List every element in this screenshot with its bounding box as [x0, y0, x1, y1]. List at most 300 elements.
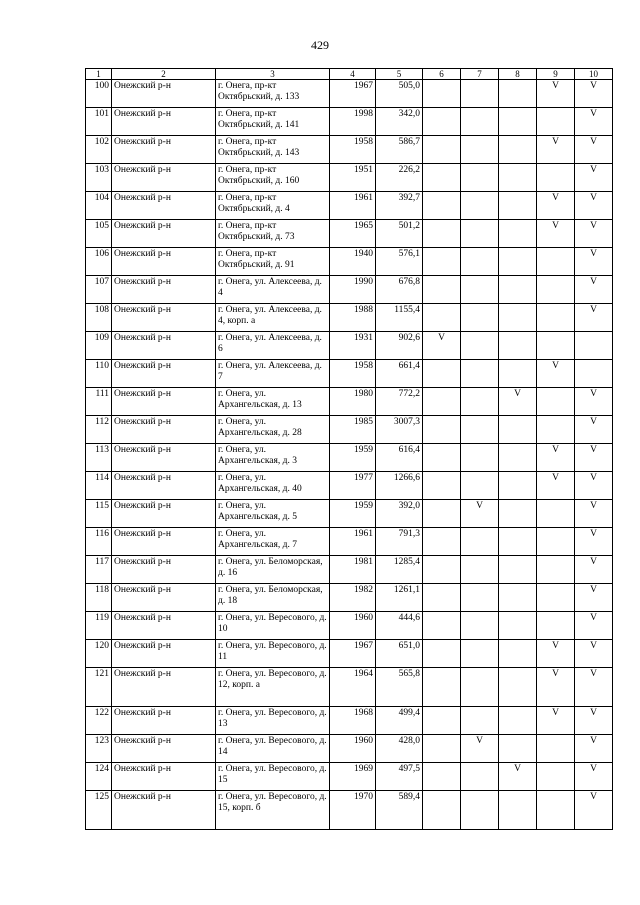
table-row	[86, 136, 613, 164]
table-row	[86, 735, 613, 763]
mark-col-10: V	[575, 584, 613, 612]
row-number: 124	[86, 763, 112, 791]
row-number: 117	[86, 556, 112, 584]
construction-year: 1980	[330, 388, 376, 416]
building-area: 1266,6	[376, 472, 423, 500]
mark-col-8	[499, 276, 537, 304]
mark-col-9: V	[537, 640, 575, 668]
district-name: Онежский р-н	[112, 304, 216, 332]
column-header: 4	[330, 69, 376, 80]
mark-col-6	[423, 388, 461, 416]
mark-col-7	[461, 108, 499, 136]
row-number: 111	[86, 388, 112, 416]
mark-col-6	[423, 763, 461, 791]
mark-col-9	[537, 584, 575, 612]
table-row	[86, 276, 613, 304]
table-row	[86, 791, 613, 830]
mark-col-6	[423, 444, 461, 472]
building-area: 586,7	[376, 136, 423, 164]
table-body	[86, 80, 613, 830]
row-number: 101	[86, 108, 112, 136]
construction-year: 1959	[330, 444, 376, 472]
building-address: г. Онега, пр-кт Октябрьский, д. 133	[216, 80, 330, 108]
column-header: 7	[461, 69, 499, 80]
table-row	[86, 416, 613, 444]
mark-col-7	[461, 528, 499, 556]
mark-col-8: V	[499, 388, 537, 416]
table-row	[86, 528, 613, 556]
construction-year: 1985	[330, 416, 376, 444]
mark-col-9	[537, 416, 575, 444]
district-name: Онежский р-н	[112, 556, 216, 584]
building-address: г. Онега, ул. Вересового, д. 15	[216, 763, 330, 791]
mark-col-8	[499, 528, 537, 556]
district-name: Онежский р-н	[112, 108, 216, 136]
table-row	[86, 640, 613, 668]
construction-year: 1988	[330, 304, 376, 332]
mark-col-8	[499, 192, 537, 220]
housing-registry-table	[85, 68, 613, 830]
building-address: г. Онега, ул. Алексеева, д. 4	[216, 276, 330, 304]
construction-year: 1958	[330, 360, 376, 388]
construction-year: 1940	[330, 248, 376, 276]
building-area: 576,1	[376, 248, 423, 276]
mark-col-8	[499, 220, 537, 248]
mark-col-9: V	[537, 360, 575, 388]
construction-year: 1967	[330, 640, 376, 668]
row-number: 109	[86, 332, 112, 360]
building-area: 226,2	[376, 164, 423, 192]
mark-col-9: V	[537, 220, 575, 248]
mark-col-6	[423, 735, 461, 763]
mark-col-9	[537, 791, 575, 830]
mark-col-6	[423, 668, 461, 707]
building-area: 497,5	[376, 763, 423, 791]
district-name: Онежский р-н	[112, 791, 216, 830]
building-area: 661,4	[376, 360, 423, 388]
mark-col-8	[499, 416, 537, 444]
row-number: 119	[86, 612, 112, 640]
construction-year: 1961	[330, 528, 376, 556]
table-row	[86, 444, 613, 472]
mark-col-9	[537, 528, 575, 556]
mark-col-8	[499, 735, 537, 763]
mark-col-10: V	[575, 388, 613, 416]
table-row	[86, 472, 613, 500]
mark-col-7	[461, 360, 499, 388]
district-name: Онежский р-н	[112, 584, 216, 612]
building-address: г. Онега, ул. Алексеева, д. 7	[216, 360, 330, 388]
table-row	[86, 763, 613, 791]
mark-col-9	[537, 388, 575, 416]
district-name: Онежский р-н	[112, 640, 216, 668]
column-header: 2	[112, 69, 216, 80]
row-number: 112	[86, 416, 112, 444]
table-row	[86, 707, 613, 735]
mark-col-8	[499, 640, 537, 668]
construction-year: 1958	[330, 136, 376, 164]
row-number: 104	[86, 192, 112, 220]
mark-col-6	[423, 304, 461, 332]
mark-col-10: V	[575, 248, 613, 276]
building-area: 342,0	[376, 108, 423, 136]
building-area: 1261,1	[376, 584, 423, 612]
row-number: 116	[86, 528, 112, 556]
mark-col-8	[499, 108, 537, 136]
column-header: 5	[376, 69, 423, 80]
page-number: 429	[311, 38, 329, 52]
district-name: Онежский р-н	[112, 707, 216, 735]
row-number: 122	[86, 707, 112, 735]
mark-col-9	[537, 248, 575, 276]
table-row	[86, 248, 613, 276]
mark-col-7	[461, 791, 499, 830]
column-number-header-row	[86, 69, 613, 80]
row-number: 105	[86, 220, 112, 248]
mark-col-9: V	[537, 136, 575, 164]
construction-year: 1931	[330, 332, 376, 360]
building-area: 1285,4	[376, 556, 423, 584]
mark-col-9	[537, 556, 575, 584]
column-header: 9	[537, 69, 575, 80]
building-area: 676,8	[376, 276, 423, 304]
building-area: 589,4	[376, 791, 423, 830]
building-address: г. Онега, ул. Вересового, д. 14	[216, 735, 330, 763]
construction-year: 1998	[330, 108, 376, 136]
construction-year: 1960	[330, 612, 376, 640]
mark-col-7	[461, 164, 499, 192]
mark-col-10: V	[575, 192, 613, 220]
table-row	[86, 388, 613, 416]
column-header: 1	[86, 69, 112, 80]
mark-col-9	[537, 735, 575, 763]
building-area: 392,0	[376, 500, 423, 528]
mark-col-7	[461, 416, 499, 444]
district-name: Онежский р-н	[112, 763, 216, 791]
row-number: 106	[86, 248, 112, 276]
mark-col-10: V	[575, 416, 613, 444]
construction-year: 1981	[330, 556, 376, 584]
mark-col-8	[499, 707, 537, 735]
district-name: Онежский р-н	[112, 248, 216, 276]
row-number: 118	[86, 584, 112, 612]
table-row	[86, 584, 613, 612]
row-number: 120	[86, 640, 112, 668]
construction-year: 1990	[330, 276, 376, 304]
district-name: Онежский р-н	[112, 500, 216, 528]
building-address: г. Онега, ул. Архангельская, д. 13	[216, 388, 330, 416]
building-area: 444,6	[376, 612, 423, 640]
mark-col-6	[423, 584, 461, 612]
table-row	[86, 612, 613, 640]
mark-col-10: V	[575, 472, 613, 500]
mark-col-7	[461, 612, 499, 640]
mark-col-6	[423, 360, 461, 388]
table-row	[86, 556, 613, 584]
table-row	[86, 668, 613, 707]
mark-col-10: V	[575, 763, 613, 791]
row-number: 123	[86, 735, 112, 763]
mark-col-7	[461, 668, 499, 707]
mark-col-6	[423, 220, 461, 248]
mark-col-10: V	[575, 304, 613, 332]
table-row	[86, 220, 613, 248]
mark-col-10: V	[575, 791, 613, 830]
construction-year: 1968	[330, 707, 376, 735]
building-address: г. Онега, ул. Беломорская, д. 18	[216, 584, 330, 612]
mark-col-6	[423, 108, 461, 136]
row-number: 115	[86, 500, 112, 528]
mark-col-10: V	[575, 707, 613, 735]
building-area: 501,2	[376, 220, 423, 248]
mark-col-10: V	[575, 108, 613, 136]
mark-col-8	[499, 360, 537, 388]
mark-col-6	[423, 136, 461, 164]
mark-col-8	[499, 500, 537, 528]
mark-col-8	[499, 80, 537, 108]
mark-col-10: V	[575, 500, 613, 528]
mark-col-7	[461, 80, 499, 108]
mark-col-6	[423, 612, 461, 640]
building-address: г. Онега, ул. Вересового, д. 15, корп. б	[216, 791, 330, 830]
row-number: 102	[86, 136, 112, 164]
building-address: г. Онега, ул. Вересового, д. 13	[216, 707, 330, 735]
row-number: 100	[86, 80, 112, 108]
mark-col-9	[537, 304, 575, 332]
column-header: 3	[216, 69, 330, 80]
mark-col-8	[499, 164, 537, 192]
row-number: 114	[86, 472, 112, 500]
row-number: 113	[86, 444, 112, 472]
district-name: Онежский р-н	[112, 220, 216, 248]
mark-col-8	[499, 584, 537, 612]
row-number: 103	[86, 164, 112, 192]
mark-col-9: V	[537, 707, 575, 735]
column-header: 6	[423, 69, 461, 80]
mark-col-7	[461, 136, 499, 164]
mark-col-6	[423, 164, 461, 192]
district-name: Онежский р-н	[112, 332, 216, 360]
building-address: г. Онега, пр-кт Октябрьский, д. 91	[216, 248, 330, 276]
mark-col-8	[499, 248, 537, 276]
mark-col-6	[423, 528, 461, 556]
building-address: г. Онега, ул. Вересового, д. 10	[216, 612, 330, 640]
district-name: Онежский р-н	[112, 80, 216, 108]
mark-col-6	[423, 472, 461, 500]
mark-col-9	[537, 500, 575, 528]
building-area: 3007,3	[376, 416, 423, 444]
mark-col-10: V	[575, 276, 613, 304]
column-header: 10	[575, 69, 613, 80]
mark-col-8	[499, 472, 537, 500]
district-name: Онежский р-н	[112, 416, 216, 444]
district-name: Онежский р-н	[112, 612, 216, 640]
mark-col-10: V	[575, 220, 613, 248]
mark-col-10: V	[575, 136, 613, 164]
mark-col-9: V	[537, 472, 575, 500]
building-address: г. Онега, пр-кт Октябрьский, д. 160	[216, 164, 330, 192]
construction-year: 1965	[330, 220, 376, 248]
building-area: 499,4	[376, 707, 423, 735]
building-area: 428,0	[376, 735, 423, 763]
district-name: Онежский р-н	[112, 360, 216, 388]
construction-year: 1964	[330, 668, 376, 707]
mark-col-7	[461, 276, 499, 304]
mark-col-9	[537, 332, 575, 360]
district-name: Онежский р-н	[112, 472, 216, 500]
row-number: 125	[86, 791, 112, 830]
district-name: Онежский р-н	[112, 192, 216, 220]
table-row	[86, 332, 613, 360]
mark-col-9	[537, 164, 575, 192]
building-address: г. Онега, ул. Беломорская, д. 16	[216, 556, 330, 584]
mark-col-7	[461, 332, 499, 360]
mark-col-8	[499, 612, 537, 640]
district-name: Онежский р-н	[112, 136, 216, 164]
mark-col-7	[461, 220, 499, 248]
mark-col-7	[461, 472, 499, 500]
construction-year: 1969	[330, 763, 376, 791]
mark-col-7	[461, 556, 499, 584]
district-name: Онежский р-н	[112, 276, 216, 304]
mark-col-6	[423, 416, 461, 444]
row-number: 108	[86, 304, 112, 332]
mark-col-9: V	[537, 192, 575, 220]
construction-year: 1967	[330, 80, 376, 108]
building-address: г. Онега, ул. Архангельская, д. 40	[216, 472, 330, 500]
row-number: 121	[86, 668, 112, 707]
table-row	[86, 80, 613, 108]
mark-col-10: V	[575, 556, 613, 584]
mark-col-6	[423, 707, 461, 735]
mark-col-7	[461, 192, 499, 220]
construction-year: 1970	[330, 791, 376, 830]
mark-col-8	[499, 791, 537, 830]
mark-col-9	[537, 763, 575, 791]
mark-col-7: V	[461, 500, 499, 528]
mark-col-8	[499, 556, 537, 584]
mark-col-6	[423, 248, 461, 276]
district-name: Онежский р-н	[112, 164, 216, 192]
column-header: 8	[499, 69, 537, 80]
district-name: Онежский р-н	[112, 388, 216, 416]
building-address: г. Онега, пр-кт Октябрьский, д. 141	[216, 108, 330, 136]
mark-col-8: V	[499, 763, 537, 791]
table-row	[86, 108, 613, 136]
building-area: 505,0	[376, 80, 423, 108]
building-address: г. Онега, ул. Архангельская, д. 28	[216, 416, 330, 444]
mark-col-6	[423, 276, 461, 304]
building-address: г. Онега, пр-кт Октябрьский, д. 73	[216, 220, 330, 248]
row-number: 107	[86, 276, 112, 304]
mark-col-10: V	[575, 444, 613, 472]
construction-year: 1977	[330, 472, 376, 500]
mark-col-6	[423, 640, 461, 668]
mark-col-6	[423, 556, 461, 584]
mark-col-10: V	[575, 528, 613, 556]
mark-col-10: V	[575, 164, 613, 192]
mark-col-8	[499, 444, 537, 472]
construction-year: 1959	[330, 500, 376, 528]
row-number: 110	[86, 360, 112, 388]
mark-col-7	[461, 388, 499, 416]
district-name: Онежский р-н	[112, 528, 216, 556]
mark-col-7	[461, 584, 499, 612]
mark-col-8	[499, 304, 537, 332]
building-address: г. Онега, ул. Архангельская, д. 3	[216, 444, 330, 472]
mark-col-7: V	[461, 735, 499, 763]
mark-col-10: V	[575, 80, 613, 108]
building-address: г. Онега, пр-кт Октябрьский, д. 143	[216, 136, 330, 164]
district-name: Онежский р-н	[112, 735, 216, 763]
table-row	[86, 360, 613, 388]
mark-col-7	[461, 248, 499, 276]
mark-col-10: V	[575, 668, 613, 707]
mark-col-9: V	[537, 668, 575, 707]
mark-col-9	[537, 612, 575, 640]
building-area: 616,4	[376, 444, 423, 472]
building-area: 791,3	[376, 528, 423, 556]
table-row	[86, 164, 613, 192]
mark-col-10: V	[575, 735, 613, 763]
mark-col-7	[461, 763, 499, 791]
building-area: 565,8	[376, 668, 423, 707]
mark-col-7	[461, 304, 499, 332]
mark-col-7	[461, 640, 499, 668]
building-address: г. Онега, ул. Вересового, д. 11	[216, 640, 330, 668]
building-area: 902,6	[376, 332, 423, 360]
district-name: Онежский р-н	[112, 668, 216, 707]
mark-col-9: V	[537, 444, 575, 472]
building-area: 651,0	[376, 640, 423, 668]
building-address: г. Онега, ул. Вересового, д. 12, корп. а	[216, 668, 330, 707]
mark-col-10: V	[575, 612, 613, 640]
mark-col-10	[575, 332, 613, 360]
mark-col-6	[423, 192, 461, 220]
mark-col-9: V	[537, 80, 575, 108]
mark-col-6	[423, 80, 461, 108]
mark-col-8	[499, 332, 537, 360]
building-address: г. Онега, ул. Алексеева, д. 4, корп. а	[216, 304, 330, 332]
building-area: 1155,4	[376, 304, 423, 332]
construction-year: 1951	[330, 164, 376, 192]
building-address: г. Онега, ул. Алексеева, д. 6	[216, 332, 330, 360]
mark-col-7	[461, 707, 499, 735]
table-row	[86, 304, 613, 332]
construction-year: 1961	[330, 192, 376, 220]
mark-col-10: V	[575, 640, 613, 668]
building-address: г. Онега, ул. Архангельская, д. 5	[216, 500, 330, 528]
mark-col-7	[461, 444, 499, 472]
building-area: 392,7	[376, 192, 423, 220]
table-row	[86, 500, 613, 528]
mark-col-8	[499, 136, 537, 164]
mark-col-8	[499, 668, 537, 707]
mark-col-9	[537, 276, 575, 304]
mark-col-6	[423, 500, 461, 528]
construction-year: 1960	[330, 735, 376, 763]
mark-col-9	[537, 108, 575, 136]
building-area: 772,2	[376, 388, 423, 416]
building-address: г. Онега, ул. Архангельская, д. 7	[216, 528, 330, 556]
mark-col-6	[423, 791, 461, 830]
mark-col-6: V	[423, 332, 461, 360]
construction-year: 1982	[330, 584, 376, 612]
district-name: Онежский р-н	[112, 444, 216, 472]
mark-col-10	[575, 360, 613, 388]
table-row	[86, 192, 613, 220]
building-address: г. Онега, пр-кт Октябрьский, д. 4	[216, 192, 330, 220]
